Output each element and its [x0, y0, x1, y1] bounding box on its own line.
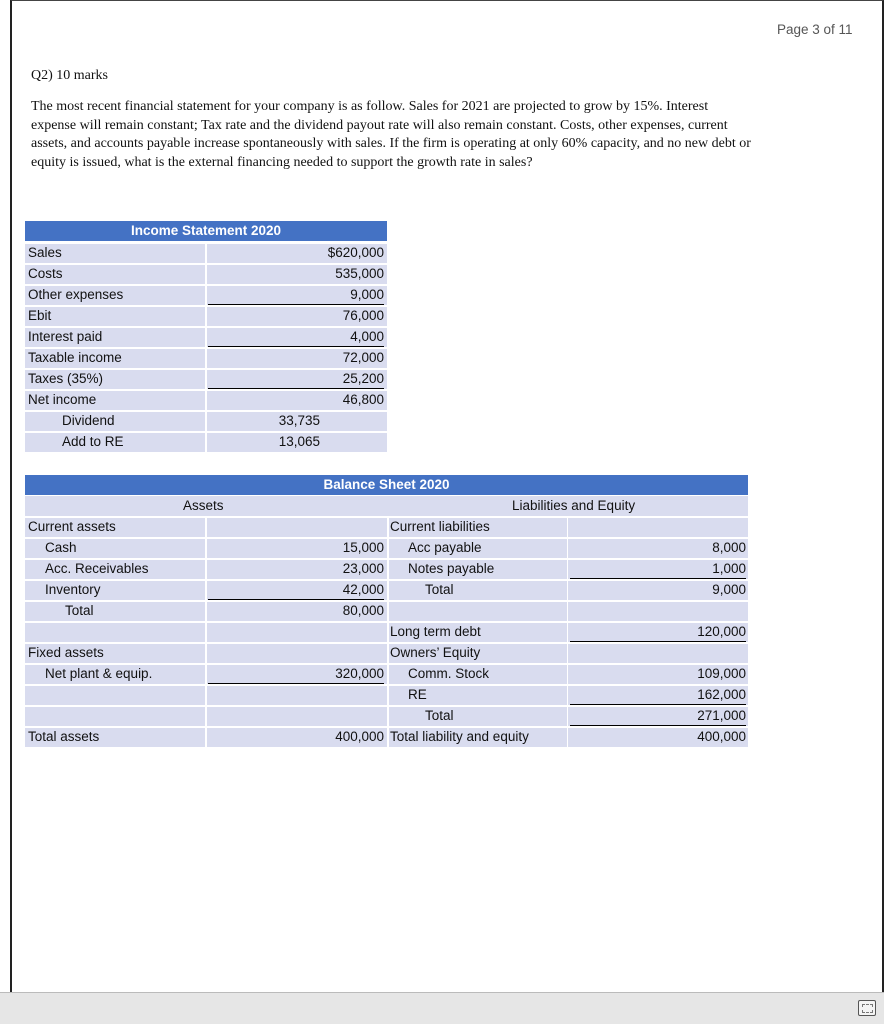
income-row-subvalue: 33,735: [278, 413, 320, 428]
liability-label: Notes payable: [408, 561, 495, 576]
asset-label: Current assets: [28, 519, 116, 534]
row-bg: [25, 707, 205, 726]
liability-label: Total: [425, 582, 454, 597]
income-row-value: 72,000: [342, 350, 384, 365]
income-row-label: Taxable income: [28, 350, 122, 365]
income-row-value: 4,000: [208, 327, 384, 347]
income-row-value: 535,000: [335, 266, 384, 281]
row-bg: [207, 644, 387, 663]
income-row-label: Dividend: [62, 413, 115, 428]
row-bg: [207, 623, 387, 642]
liability-value: 162,000: [570, 685, 746, 705]
assets-header: Assets: [183, 498, 224, 513]
row-bg: [568, 602, 748, 621]
asset-label: Acc. Receivables: [45, 561, 149, 576]
viewer-toolbar: [0, 992, 884, 1024]
asset-value: 400,000: [335, 729, 384, 744]
liability-value: 271,000: [570, 706, 746, 726]
income-row-label: Taxes (35%): [28, 371, 104, 386]
liability-label: Total: [425, 708, 454, 723]
asset-value: 15,000: [342, 540, 384, 555]
question-heading: Q2) 10 marks: [31, 68, 108, 83]
row-bg: [25, 412, 205, 431]
row-bg: [568, 644, 748, 663]
income-row-value: 76,000: [342, 308, 384, 323]
income-row-value: 25,200: [208, 369, 384, 389]
asset-label: Total assets: [28, 729, 100, 744]
income-row-subvalue: 13,065: [278, 434, 320, 449]
row-bg: [389, 602, 567, 621]
liability-value: 1,000: [570, 559, 746, 579]
asset-label: Inventory: [45, 582, 101, 597]
liability-value: 400,000: [697, 729, 746, 744]
liability-label: RE: [408, 687, 427, 702]
income-row-label: Net income: [28, 392, 97, 407]
row-bg: [25, 307, 205, 326]
income-row-label: Add to RE: [62, 434, 124, 449]
liability-value: 120,000: [570, 622, 746, 642]
row-bg: [389, 707, 567, 726]
liability-label: Acc payable: [408, 540, 482, 555]
liability-value: 109,000: [697, 666, 746, 681]
asset-value: 23,000: [342, 561, 384, 576]
asset-label: Total: [65, 603, 94, 618]
income-row-label: Interest paid: [28, 329, 103, 344]
liability-label: Current liabilities: [390, 519, 490, 534]
liability-value: 9,000: [712, 582, 746, 597]
liability-label: Comm. Stock: [408, 666, 490, 681]
row-bg: [25, 686, 205, 705]
income-row-value: 46,800: [342, 392, 384, 407]
income-row-label: Costs: [28, 266, 63, 281]
asset-label: Fixed assets: [28, 645, 104, 660]
liability-label: Long term debt: [390, 624, 481, 639]
fullscreen-icon[interactable]: [858, 1000, 876, 1016]
liability-value: 8,000: [712, 540, 746, 555]
question-body: The most recent financial statement for your company is as follow. Sales for 2021 are projected to grow by 15%. Interest expense will remain constant; Tax rate and the dividend payout rate will also remain constant. Costs, other expenses, current assets, and accounts payable increase spontaneously with sales. If the firm is operating at only 60% capacity, and no new debt or equity is issued, what is the external financing needed to support the growth rate in sales?: [31, 99, 751, 170]
row-bg: [207, 686, 387, 705]
row-bg: [25, 623, 205, 642]
balance-sheet-title: Balance Sheet 2020: [25, 475, 748, 495]
row-bg: [568, 518, 748, 537]
row-bg: [207, 518, 387, 537]
liability-label: Total liability and equity: [390, 729, 529, 744]
asset-label: Cash: [45, 540, 77, 555]
income-row-value: 9,000: [208, 285, 384, 305]
liability-label: Owners’ Equity: [390, 645, 481, 660]
page-number: Page 3 of 11: [777, 22, 853, 37]
asset-value: 320,000: [208, 664, 384, 684]
asset-label: Net plant & equip.: [45, 666, 153, 681]
asset-value: 42,000: [208, 580, 384, 600]
liabilities-equity-header: Liabilities and Equity: [512, 498, 636, 513]
row-bg: [25, 602, 205, 621]
asset-value: 80,000: [342, 603, 384, 618]
income-row-label: Other expenses: [28, 287, 124, 302]
income-statement-title: Income Statement 2020: [25, 221, 387, 241]
income-row-label: Ebit: [28, 308, 52, 323]
row-bg: [207, 707, 387, 726]
income-row-value: $620,000: [327, 245, 384, 260]
row-bg: [389, 581, 567, 600]
income-row-label: Sales: [28, 245, 62, 260]
